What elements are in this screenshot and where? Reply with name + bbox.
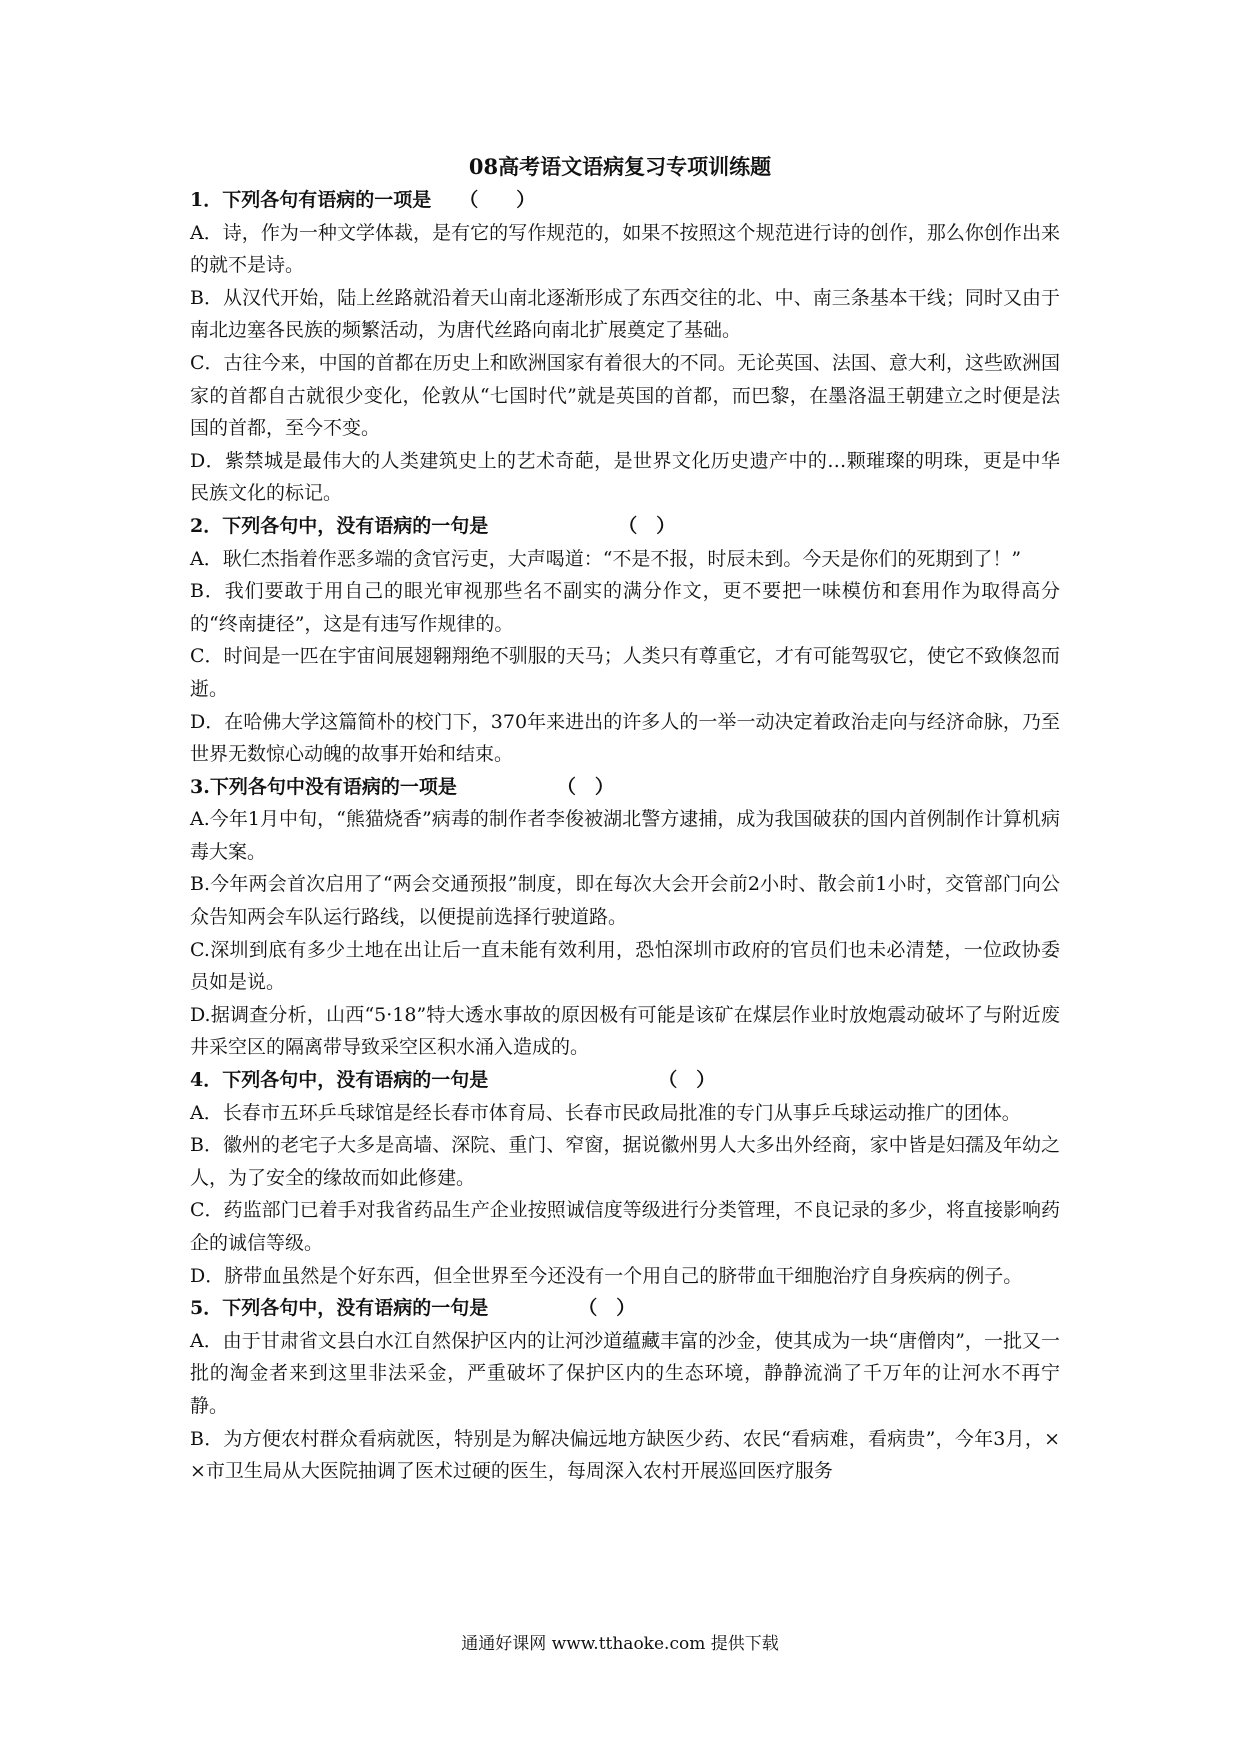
question-stem-text: 2．下列各句中，没有语病的一句是 <box>190 514 489 537</box>
question-stem-text: 5．下列各句中，没有语病的一句是 <box>190 1297 489 1320</box>
option-d: D．脐带血虽然是个好东西，但全世界至今还没有一个用自己的脐带血干细胞治疗自身疾病的例子。 <box>190 1264 1023 1287</box>
question-stem-text: 4．下列各句中，没有语病的一句是 <box>190 1069 489 1092</box>
option-b: B．徽州的老宅子大多是高墙、深院、重门、窄窗，据说徽州男人大多出外经商，家中皆是妇孺及年幼之人，为了安全的缘故而如此修建。 <box>190 1134 1060 1189</box>
question-list <box>190 184 1060 1488</box>
question-2 <box>190 510 1060 771</box>
question-stem-text: 1．下列各句有语病的一项是 <box>190 189 432 211</box>
option-c: C．药监部门已着手对我省药品生产企业按照诚信度等级进行分类管理，不良记录的多少，将直接影响药企的诚信等级。 <box>190 1199 1060 1254</box>
question-stem <box>190 184 1060 217</box>
option-c: C.深圳到底有多少土地在出让后一直未能有效利用，恐怕深圳市政府的官员们也未必清楚，一位政协委员如是说。 <box>190 938 1060 994</box>
answer-paren: （ ） <box>578 1297 636 1320</box>
question-stem-text: 3.下列各句中没有语病的一项是 <box>190 775 457 798</box>
option-b: B.今年两会首次启用了“两会交通预报”制度，即在每次大会开会前2小时、散会前1小时，交管部门向公众告知两会车队运行路线，以便提前选择行驶道路。 <box>190 873 1060 929</box>
question-3 <box>190 771 1060 1064</box>
option-b: B．我们要敢于用自己的眼光审视那些名不副实的满分作文，更不要把一味模仿和套用作为取得高分的“终南捷径”，这是有违写作规律的。 <box>190 580 1060 635</box>
answer-paren: （ ） <box>556 775 614 798</box>
option-a: A．耿仁杰指着作恶多端的贪官污吏，大声喝道：“不是不报，时辰未到。今天是你们的死期到了！” <box>190 547 1022 570</box>
answer-paren: （ ） <box>618 514 676 537</box>
question-stem <box>190 1064 1060 1097</box>
page-title: 08高考语文语病复习专项训练题 <box>468 154 772 179</box>
option-a: A．长春市五环乒乓球馆是经长春市体育局、长春市民政局批准的专门从事乒乓球运动推广的团体。 <box>190 1101 1021 1124</box>
question-1 <box>190 184 1060 510</box>
option-a: A．由于甘肃省文县白水江自然保护区内的让河沙道蕴藏丰富的沙金，使其成为一块“唐僧肉”，一批又一批的淘金者来到这里非法采金，严重破坏了保护区内的生态环境，静静流淌了千万年的让河水不再宁静。 <box>190 1329 1060 1417</box>
page-footer: 通通好课网 www.tthaoke.com 提供下载 <box>461 1634 779 1654</box>
question-stem <box>190 1292 1060 1325</box>
option-b: B．为方便农村群众看病就医，特别是为解决偏远地方缺医少药、农民“看病难，看病贵”，今年3月，××市卫生局从大医院抽调了医术过硬的医生，每周深入农村开展巡回医疗服务 <box>190 1427 1060 1483</box>
option-a: A．诗，作为一种文学体裁，是有它的写作规范的，如果不按照这个规范进行诗的创作，那么你创作出来的就不是诗。 <box>190 221 1060 277</box>
option-c: C．时间是一匹在宇宙间展翅翱翔绝不驯服的天马；人类只有尊重它，才有可能驾驭它，使它不致倏忽而逝。 <box>190 645 1060 700</box>
question-stem <box>190 510 1060 543</box>
option-d: D．紫禁城是最伟大的人类建筑史上的艺术奇葩，是世界文化历史遗产中的…颗璀璨的明珠，更是中华民族文化的标记。 <box>190 449 1060 505</box>
option-d: D.据调查分析，山西“5·18”特大透水事故的原因极有可能是该矿在煤层作业时放炮震动破坏了与附近废井采空区的隔离带导致采空区积水涌入造成的。 <box>190 1003 1060 1059</box>
option-c: C．古往今来，中国的首都在历史上和欧洲国家有着很大的不同。无论英国、法国、意大利，这些欧洲国家的首都自古就很少变化，伦敦从“七国时代”就是英国的首都，而巴黎，在墨洛温王朝建立之时便是法国的首都，至今不变。 <box>190 351 1060 440</box>
question-4 <box>190 1064 1060 1292</box>
option-a: A.今年1月中旬，“熊猫烧香”病毒的制作者李俊被湖北警方逮捕，成为我国破获的国内首例制作计算机病毒大案。 <box>190 808 1060 863</box>
question-5 <box>190 1292 1060 1488</box>
option-b: B．从汉代开始，陆上丝路就沿着天山南北逐渐形成了东西交往的北、中、南三条基本干线；同时又由于南北边塞各民族的频繁活动，为唐代丝路向南北扩展奠定了基础。 <box>190 286 1060 342</box>
question-stem <box>190 771 1060 804</box>
option-d: D．在哈佛大学这篇简朴的校门下，370年来进出的许多人的一举一动决定着政治走向与经济命脉，乃至世界无数惊心动魄的故事开始和结束。 <box>190 710 1060 766</box>
answer-paren: （ ） <box>459 189 536 211</box>
answer-paren: （ ） <box>658 1069 716 1092</box>
